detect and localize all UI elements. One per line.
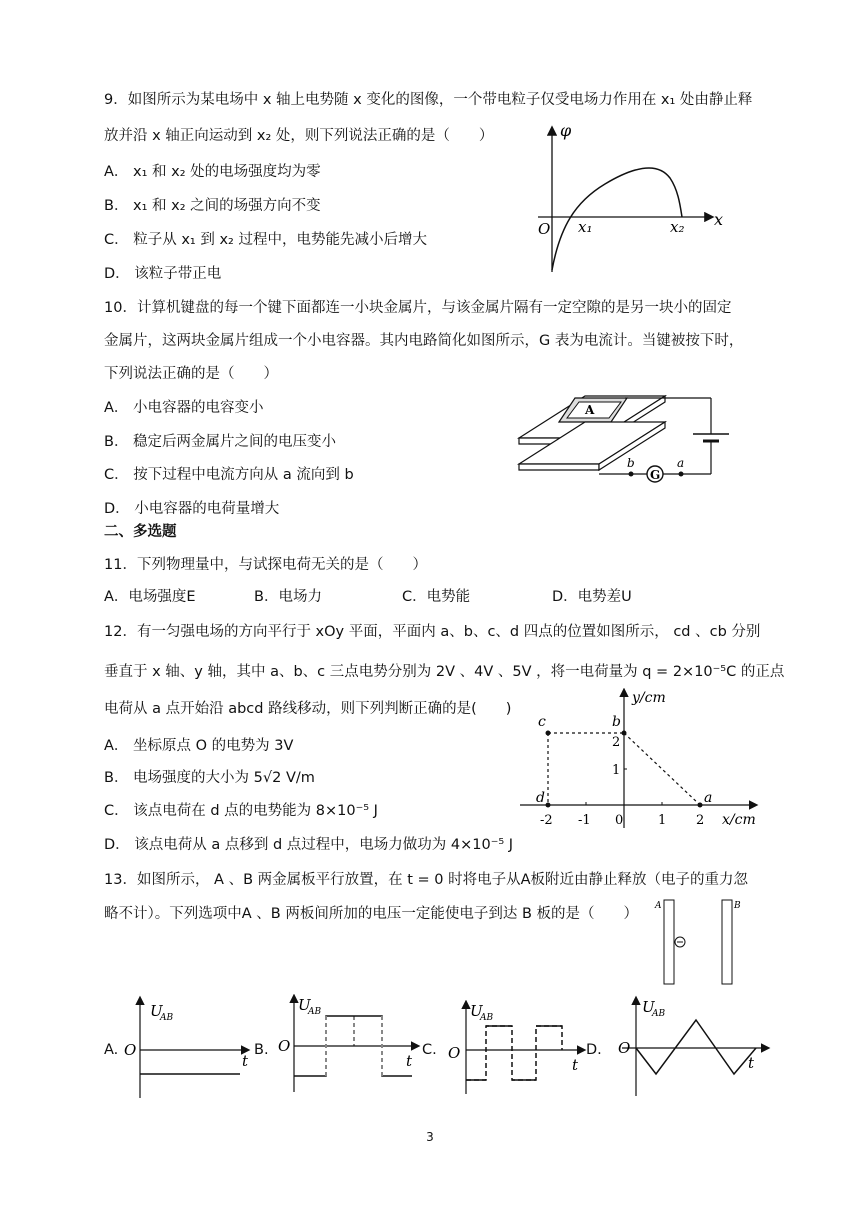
q9-stem-line2: 放并沿 x 轴正向运动到 x₂ 处，则下列说法正确的是（ ）	[104, 128, 494, 144]
q10-option-a: A． 小电容器的电容变小	[104, 400, 264, 416]
q9-potential-graph	[530, 122, 730, 274]
q12-tick-y-2: 2	[612, 735, 621, 750]
q13-plate-a-label: A	[655, 901, 662, 911]
q10-keyboard-capacitor-diagram	[515, 378, 735, 488]
svg-text:O: O	[618, 1039, 631, 1057]
page-number: 3	[426, 1130, 434, 1144]
section-heading: 二、多选题	[104, 524, 177, 540]
q9-x2-label: x₂	[670, 218, 685, 236]
q10-option-c: C． 按下过程中电流方向从 a 流向到 b	[104, 467, 354, 483]
q10-key-label: A	[585, 403, 595, 417]
q13-graph-d	[612, 994, 772, 1098]
q12-point-b: b	[612, 714, 621, 730]
q9-option-d: D． 该粒子带正电	[104, 266, 222, 282]
q12-coordinate-graph	[516, 688, 764, 830]
q9-option-a: A． x₁ 和 x₂ 处的电场强度均为零	[104, 164, 321, 180]
q9-option-b: B． x₁ 和 x₂ 之间的场强方向不变	[104, 198, 321, 214]
q10-option-b: B． 稳定后两金属片之间的电压变小	[104, 434, 337, 450]
q13-choice-a-label: A.	[104, 1042, 119, 1058]
q10-stem-line1: 10．计算机键盘的每一个键下面都连一小块金属片，与该金属片隔有一定空隙的是另一块小的固定	[104, 300, 732, 316]
q12-y-label: y/cm	[632, 690, 666, 706]
svg-text:AB: AB	[480, 1013, 494, 1023]
q9-x-label: x	[714, 210, 724, 229]
q13-choice-b-label: B.	[254, 1042, 269, 1058]
q11-option-a: A．电场强度E	[104, 589, 196, 605]
q13-choice-d-label: D.	[586, 1042, 602, 1058]
q13-graph-b	[274, 994, 422, 1094]
q12-tick-x-neg1: -1	[578, 813, 591, 828]
svg-text:t: t	[572, 1056, 579, 1074]
q11-option-d: D．电势差U	[552, 589, 632, 605]
svg-text:U: U	[470, 1002, 483, 1020]
q13-d-signal	[636, 1020, 756, 1074]
q11-stem: 11．下列物理量中，与试探电荷无关的是（ ）	[104, 557, 427, 573]
q13-graph-a	[118, 994, 258, 1104]
q13-choice-c-label: C.	[422, 1042, 437, 1058]
q9-curve	[552, 168, 685, 270]
svg-text:O: O	[448, 1044, 461, 1062]
q11-option-b: B．电场力	[254, 589, 322, 605]
q12-tick-y-1: 1	[612, 763, 621, 778]
q12-stem-line2: 垂直于 x 轴、y 轴，其中 a、b、c 三点电势分别为 2V 、4V 、5V ，将一电荷量为 q = 2×10⁻⁵C 的正点	[104, 664, 785, 680]
svg-text:U: U	[298, 996, 311, 1014]
q12-tick-x-0: 0	[615, 813, 624, 828]
q12-tick-x-1: 1	[658, 813, 667, 828]
svg-text:O: O	[124, 1041, 137, 1059]
q10-stem-line2: 金属片，这两块金属片组成一个小电容器。其内电路简化如图所示，G 表为电流计。当键被按下时，	[104, 333, 744, 349]
q12-x-label: x/cm	[722, 812, 756, 828]
q9-y-label: φ	[560, 122, 572, 140]
svg-text:t: t	[406, 1052, 413, 1070]
q12-option-a: A． 坐标原点 O 的电势为 3V	[104, 738, 294, 754]
q10-point-a: a	[677, 456, 685, 470]
q13-stem-line2: 略不计）。下列选项中A 、B 两板间所加的电压一定能使电子到达 B 板的是（ ）	[104, 906, 638, 922]
q10-stem-line3: 下列说法正确的是（ ）	[104, 366, 278, 382]
q9-origin: O	[538, 220, 551, 238]
q9-x1-label: x₁	[578, 218, 593, 236]
q12-stem-line1: 12．有一匀强电场的方向平行于 xOy 平面，平面内 a、b、c、d 四点的位置如图所示， cd 、cb 分别	[104, 624, 761, 640]
q12-point-d: d	[536, 790, 545, 806]
q12-point-a: a	[704, 790, 713, 806]
q12-option-d: D． 该点电荷从 a 点移到 d 点过程中，电场力做功为 4×10⁻⁵ J	[104, 837, 514, 853]
q12-tick-x-2: 2	[696, 813, 705, 828]
svg-text:AB: AB	[160, 1013, 174, 1023]
q12-point-c: c	[538, 714, 546, 730]
q13-plate-b-label: B	[734, 901, 741, 911]
q13-c-signal	[466, 1026, 562, 1080]
q13-graph-c	[444, 1000, 590, 1096]
q10-point-b: b	[627, 456, 635, 470]
q9-option-c: C． 粒子从 x₁ 到 x₂ 过程中，电势能先减小后增大	[104, 232, 427, 248]
q11-option-c: C．电势能	[402, 589, 471, 605]
svg-text:AB: AB	[308, 1007, 322, 1017]
q10-galvanometer-label: G	[650, 468, 661, 482]
q12-stem-line3: 电荷从 a 点开始沿 abcd 路线移动，则下列判断正确的是( )	[104, 701, 512, 717]
q13-plate-b	[722, 900, 732, 984]
svg-text:U: U	[150, 1002, 163, 1020]
q12-tick-x-neg2: -2	[540, 813, 553, 828]
q13-stem-line1: 13．如图所示， A 、B 两金属板平行放置，在 t = 0 时将电子从A板附近由静止释放（电子的重力忽	[104, 872, 749, 888]
q12-option-b: B． 电场强度的大小为 5√2 V/m	[104, 770, 315, 786]
q13-plates-diagram	[652, 894, 748, 990]
q10-option-d: D． 小电容器的电荷量增大	[104, 501, 280, 517]
svg-text:t: t	[748, 1054, 755, 1072]
q9-stem-line1: 9．如图所示为某电场中 x 轴上电势随 x 变化的图像，一个带电粒子仅受电场力作用在 x₁ 处由静止释	[104, 92, 753, 108]
svg-text:AB: AB	[652, 1009, 666, 1019]
svg-text:O: O	[278, 1037, 291, 1055]
q13-plate-a	[664, 900, 674, 984]
q12-option-c: C． 该点电荷在 d 点的电势能为 8×10⁻⁵ J	[104, 803, 378, 819]
svg-text:t: t	[242, 1052, 249, 1070]
svg-text:U: U	[642, 998, 655, 1016]
